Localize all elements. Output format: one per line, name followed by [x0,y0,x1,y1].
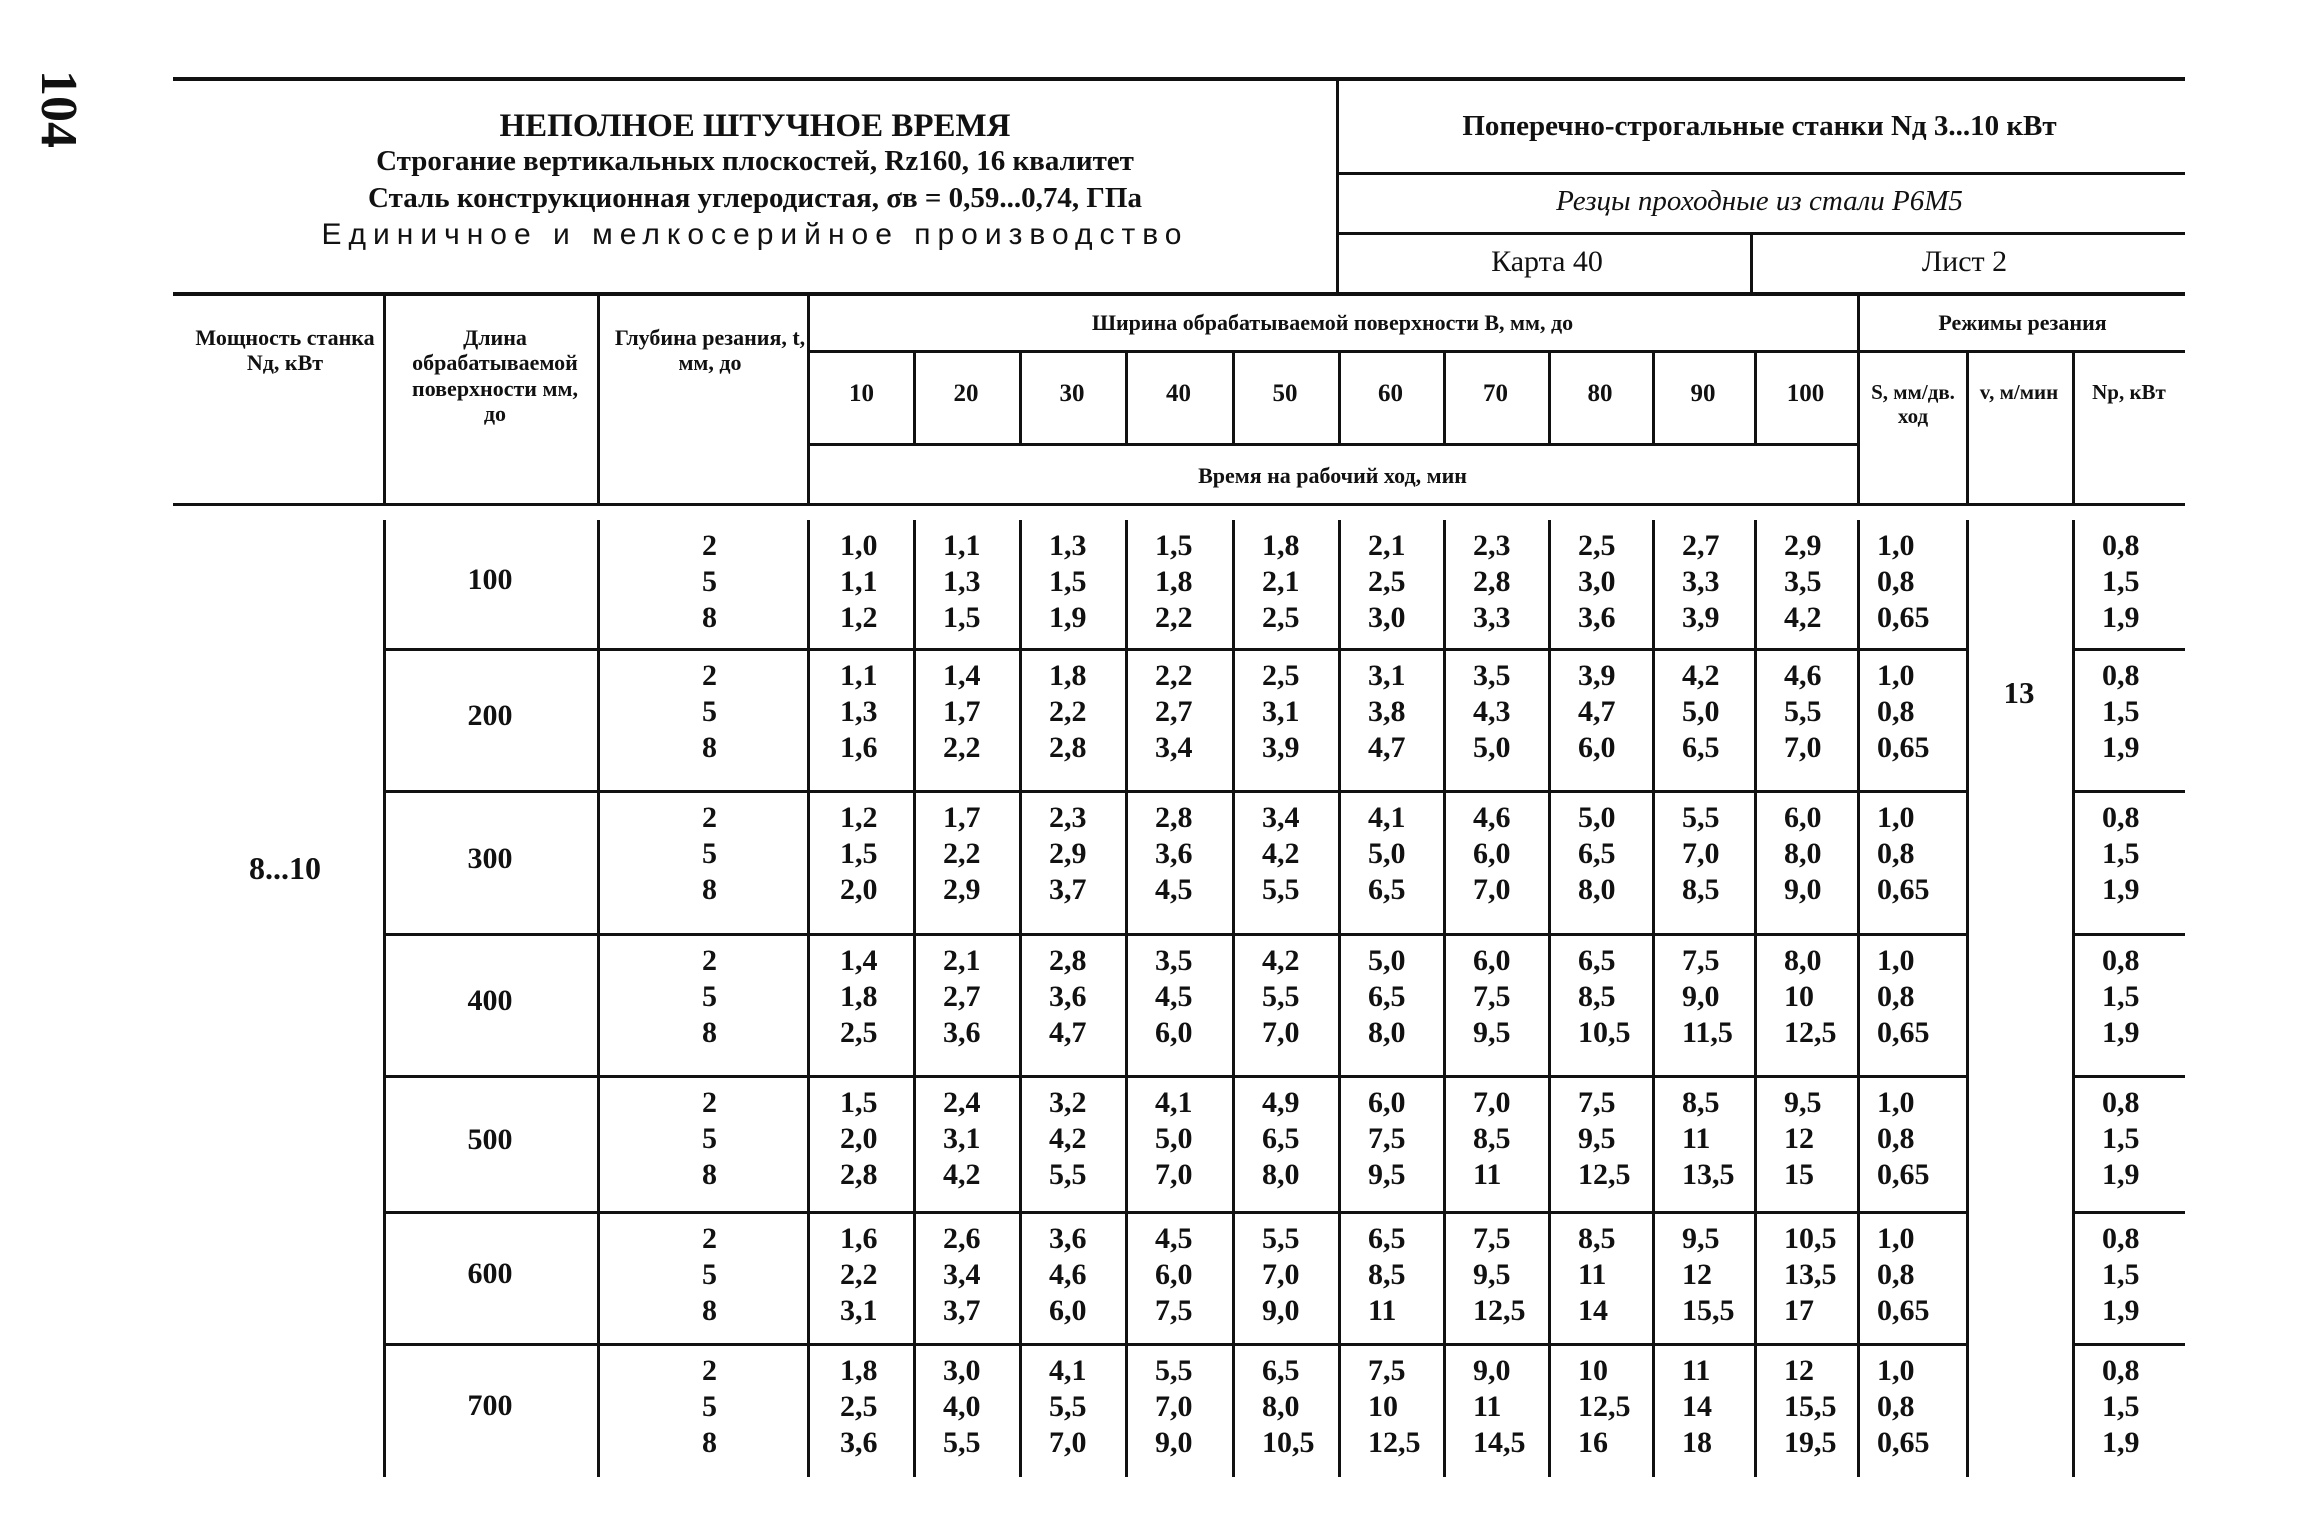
header-rule-2 [1336,232,2185,235]
width-header: 10 [849,380,874,407]
header-col-line [1966,350,1969,503]
time-cell: 2,3 2,8 3,3 [1473,529,1511,634]
length-cell: 300 [467,841,513,875]
body-col-line [913,520,916,1477]
time-cell: 2,5 3,1 3,9 [1262,659,1300,764]
header-bottom-rule [173,292,2185,296]
np-cell: 0,8 1,5 1,9 [2102,1086,2140,1191]
time-cell: 2,3 2,9 3,7 [1049,801,1087,906]
row-rule-np [2072,933,2185,936]
header-col-line [2072,350,2075,503]
time-cell: 9,5 12 15,5 [1682,1222,1735,1327]
time-cell: 5,5 7,0 9,0 [1155,1354,1193,1459]
time-cell: 4,2 5,0 6,5 [1682,659,1720,764]
modes-group-header: Режимы резания [1938,310,2107,335]
time-cell: 2,2 2,7 3,4 [1155,659,1193,764]
time-cell: 2,6 3,4 3,7 [943,1222,981,1327]
time-row-rule [807,443,1857,446]
row-rule [383,1075,1966,1078]
width-header: 90 [1690,380,1716,407]
time-cell: 1,1 1,3 1,6 [840,659,878,764]
time-cell: 5,0 6,5 8,0 [1578,801,1616,906]
header-col-line [597,296,600,503]
header-divider [1336,80,1339,295]
time-cell: 3,0 4,0 5,5 [943,1354,981,1459]
length-cell: 100 [467,563,513,596]
time-cell: 3,1 3,8 4,7 [1368,659,1406,764]
depth-cell: 2 5 8 [702,801,717,906]
machine-type: Поперечно-строгальные станки Nд 3...10 кВт [1462,110,2057,142]
width-header: 60 [1378,380,1403,407]
card-sheet-divider [1750,232,1753,294]
width-header: 30 [1059,380,1085,407]
width-header: 50 [1272,380,1298,407]
np-cell: 0,8 1,5 1,9 [2102,529,2140,634]
time-label: Время на рабочий ход, мин [1198,463,1467,488]
subtitle-production: Единичное и мелкосерийное производство [321,218,1189,251]
header-col-line [1857,296,1860,503]
body-col-line [2072,520,2075,1477]
body-col-line [1338,520,1341,1477]
depth-cell: 2 5 8 [702,529,717,634]
width-header: 100 [1786,380,1825,407]
s-cell: 1,0 0,8 0,65 [1877,1354,1930,1459]
time-cell: 1,4 1,8 2,5 [840,944,878,1049]
col-s-header: S, мм/дв. ход [1871,380,1955,429]
time-cell: 2,5 3,0 3,6 [1578,529,1616,634]
time-cell: 1,8 2,1 2,5 [1262,529,1300,634]
time-cell: 9,0 11 14,5 [1473,1354,1526,1459]
time-cell: 4,1 5,5 7,0 [1049,1354,1087,1459]
time-cell: 4,2 5,5 7,0 [1262,944,1300,1049]
row-rule-np [2072,790,2185,793]
body-col-line [1857,520,1860,1477]
time-cell: 1,8 2,2 2,8 [1049,659,1087,764]
time-cell: 4,1 5,0 7,0 [1155,1086,1193,1191]
width-col-line [1548,350,1551,443]
time-cell: 2,1 2,7 3,6 [943,944,981,1049]
width-col-line [1232,350,1235,443]
depth-cell: 2 5 8 [702,1086,717,1191]
time-cell: 1,5 2,0 2,8 [840,1086,878,1191]
depth-cell: 2 5 8 [702,1354,717,1459]
time-cell: 5,5 7,0 9,0 [1262,1222,1300,1327]
time-cell: 1,4 1,7 2,2 [943,659,981,764]
width-header: 80 [1587,380,1613,407]
time-cell: 5,0 6,5 8,0 [1368,944,1406,1049]
time-cell: 1,7 2,2 2,9 [943,801,981,906]
row-rule [383,1211,1966,1214]
width-header: 20 [953,380,979,407]
depth-cell: 2 5 8 [702,1222,717,1327]
time-cell: 7,5 10 12,5 [1368,1354,1421,1459]
time-cell: 1,2 1,5 2,0 [840,801,878,906]
row-rule [383,933,1966,936]
time-cell: 6,5 8,5 10,5 [1578,944,1631,1049]
length-cell: 500 [467,1123,513,1156]
time-cell: 3,4 4,2 5,5 [1262,801,1300,906]
time-cell: 2,1 2,5 3,0 [1368,529,1406,634]
s-cell: 1,0 0,8 0,65 [1877,1086,1930,1191]
body-col-line [1754,520,1757,1477]
s-cell: 1,0 0,8 0,65 [1877,801,1930,906]
time-cell: 1,5 1,8 2,2 [1155,529,1193,634]
col-power-header: Мощность станка Nд, кВт [195,325,375,376]
width-col-line [1754,350,1757,443]
sheet-number: Лист 2 [1921,245,2008,278]
width-group-header: Ширина обрабатываемой поверхности В, мм, до [1091,310,1574,335]
length-cell: 700 [467,1389,513,1422]
time-cell: 10,5 13,5 17 [1784,1222,1837,1327]
subtitle-operation: Строгание вертикальных плоскостей, Rz160, 16 квалитет [376,145,1134,177]
header-bottom [173,503,2185,506]
time-cell: 7,0 8,5 11 [1473,1086,1511,1191]
body-col-line [807,520,810,1477]
time-cell: 1,0 1,1 1,2 [840,529,878,634]
length-cell: 200 [467,699,513,732]
width-header: 70 [1483,380,1508,407]
time-cell: 2,8 3,6 4,7 [1049,944,1087,1049]
time-cell: 9,5 12 15 [1784,1086,1822,1191]
time-cell: 6,0 7,5 9,5 [1473,944,1511,1049]
row-rule [383,790,1966,793]
time-cell: 4,1 5,0 6,5 [1368,801,1406,906]
width-col-line [1019,350,1022,443]
time-cell: 8,5 11 13,5 [1682,1086,1735,1191]
time-cell: 8,0 10 12,5 [1784,944,1837,1049]
np-cell: 0,8 1,5 1,9 [2102,1222,2140,1327]
body-col-line [1548,520,1551,1477]
time-cell: 11 14 18 [1682,1354,1712,1459]
time-cell: 3,2 4,2 5,5 [1049,1086,1087,1191]
body-col-line [1232,520,1235,1477]
body-col-line [1125,520,1128,1477]
page-title: НЕПОЛНОЕ ШТУЧНОЕ ВРЕМЯ [499,108,1011,144]
time-cell: 2,7 3,3 3,9 [1682,529,1720,634]
row-rule-np [2072,648,2185,651]
time-cell: 12 15,5 19,5 [1784,1354,1837,1459]
body-col-line [1443,520,1446,1477]
time-cell: 4,5 6,0 7,5 [1155,1222,1193,1327]
time-cell: 4,6 6,0 7,0 [1473,801,1511,906]
length-cell: 400 [467,984,513,1017]
time-cell: 1,3 1,5 1,9 [1049,529,1087,634]
time-cell: 10 12,5 16 [1578,1354,1631,1459]
row-rule [383,648,1966,651]
time-cell: 4,9 6,5 8,0 [1262,1086,1300,1191]
time-cell: 5,5 7,0 8,5 [1682,801,1720,906]
time-cell: 6,0 7,5 9,5 [1368,1086,1406,1191]
body-col-line [1019,520,1022,1477]
v-value: 13 [2003,675,2035,710]
col-length-header: Длина обрабатываемой поверхности мм, до [412,325,578,426]
page-number: 104 [30,70,87,148]
header-rule-1 [1336,172,2185,175]
s-cell: 1,0 0,8 0,65 [1877,659,1930,764]
tool-type: Резцы проходные из стали Р6М5 [1556,185,1963,217]
row-rule [383,1343,1966,1346]
width-col-line [1338,350,1341,443]
time-cell: 6,5 8,5 11 [1368,1222,1406,1327]
time-cell: 7,5 9,0 11,5 [1682,944,1733,1049]
header-col-line [807,296,810,503]
time-cell: 2,9 3,5 4,2 [1784,529,1822,634]
np-cell: 0,8 1,5 1,9 [2102,659,2140,764]
header-col-line [383,296,386,503]
depth-cell: 2 5 8 [702,944,717,1049]
subheader-rule [807,350,2185,353]
card-number: Карта 40 [1491,245,1603,278]
depth-cell: 2 5 8 [702,659,717,764]
time-cell: 2,8 3,6 4,5 [1155,801,1193,906]
time-cell: 6,0 8,0 9,0 [1784,801,1822,906]
col-v-header: v, м/мин [1979,380,2059,404]
time-cell: 3,5 4,3 5,0 [1473,659,1511,764]
s-cell: 1,0 0,8 0,65 [1877,944,1930,1049]
body-col-line [1652,520,1655,1477]
np-cell: 0,8 1,5 1,9 [2102,1354,2140,1459]
s-cell: 1,0 0,8 0,65 [1877,529,1930,634]
np-cell: 0,8 1,5 1,9 [2102,801,2140,906]
np-cell: 0,8 1,5 1,9 [2102,944,2140,1049]
time-cell: 7,5 9,5 12,5 [1578,1086,1631,1191]
width-col-line [1125,350,1128,443]
col-np-header: Nр, кВт [2092,380,2166,404]
power-value: 8...10 [249,850,321,886]
width-col-line [1443,350,1446,443]
time-cell: 7,5 9,5 12,5 [1473,1222,1526,1327]
time-cell: 4,6 5,5 7,0 [1784,659,1822,764]
length-cell: 600 [467,1257,513,1290]
time-cell: 6,5 8,0 10,5 [1262,1354,1315,1459]
time-cell: 2,4 3,1 4,2 [943,1086,981,1191]
time-cell: 1,1 1,3 1,5 [943,529,981,634]
row-rule-np [2072,1211,2185,1214]
row-rule-np [2072,1075,2185,1078]
time-cell: 3,6 4,6 6,0 [1049,1222,1087,1327]
top-rule [173,77,2185,81]
width-col-line [1652,350,1655,443]
width-header: 40 [1166,380,1191,407]
s-cell: 1,0 0,8 0,65 [1877,1222,1930,1327]
time-cell: 8,5 11 14 [1578,1222,1616,1327]
width-col-line [913,350,916,443]
time-cell: 1,8 2,5 3,6 [840,1354,878,1459]
time-cell: 3,9 4,7 6,0 [1578,659,1616,764]
time-cell: 3,5 4,5 6,0 [1155,944,1193,1049]
col-depth-header: Глубина резания, t, мм, до [614,325,806,376]
time-cell: 1,6 2,2 3,1 [840,1222,878,1327]
row-rule-np [2072,1343,2185,1346]
subtitle-material: Сталь конструкционная углеродистая, σв = 0,59...0,74, ГПа [368,182,1142,214]
